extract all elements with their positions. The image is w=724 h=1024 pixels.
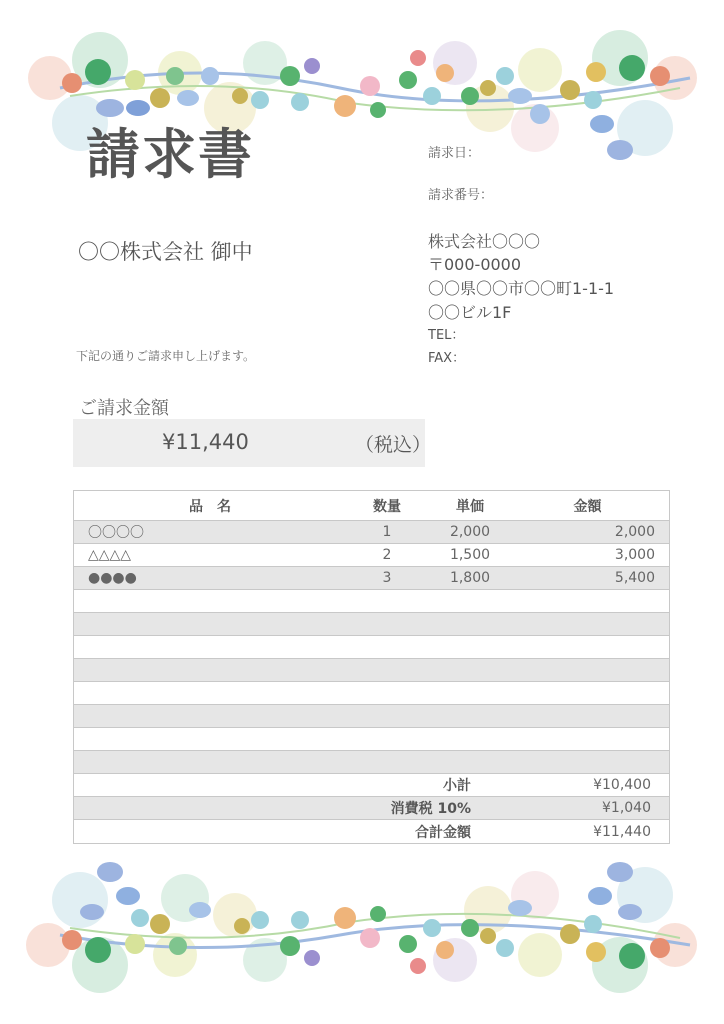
invoice-number-label: 請求番号： [428, 188, 494, 203]
document-title: 請求書 [86, 123, 254, 186]
sender-tel: TEL： [428, 328, 465, 343]
amount-cell: 5,400 [614, 570, 655, 586]
unit-price-cell [420, 659, 520, 681]
item-name-cell: 〇〇〇〇 [88, 525, 144, 541]
amount-cell: 3,000 [614, 547, 655, 563]
table-row [74, 521, 669, 544]
header-amount: 金額 [573, 498, 602, 515]
table-row [74, 613, 669, 636]
unit-price-cell [420, 590, 520, 612]
unit-price-cell: 1,800 [449, 570, 491, 586]
table-row [74, 590, 669, 613]
table-header-row [74, 491, 669, 521]
amount-cell [520, 659, 655, 681]
amount-cell [520, 705, 655, 727]
invoice-note: 下記の通りご請求申し上げます。 [76, 349, 256, 363]
quantity-cell [354, 659, 420, 681]
amount-cell [520, 682, 655, 704]
items-table [73, 490, 670, 844]
unit-price-cell [420, 636, 520, 658]
subtotal-label: 小計 [443, 778, 471, 794]
quantity-cell [354, 636, 420, 658]
sender-postal-code: 〒000-0000 [428, 255, 522, 274]
table-row [74, 682, 669, 705]
amount-cell: 2,000 [614, 524, 655, 540]
unit-price-cell: 2,000 [449, 524, 491, 540]
table-row [74, 728, 669, 751]
amount-cell [520, 636, 655, 658]
quantity-cell [354, 751, 420, 773]
quantity-cell: 1 [382, 524, 392, 540]
amount-value: ¥11,440 [162, 430, 249, 454]
floral-decoration-bottom [0, 850, 724, 1000]
quantity-cell: 2 [382, 547, 392, 563]
quantity-cell [354, 613, 420, 635]
subtotal-row [74, 774, 669, 797]
sender-building: 〇〇ビル1F [428, 303, 512, 322]
item-name-cell: △△△△ [88, 547, 132, 563]
quantity-cell: 3 [382, 570, 392, 586]
table-row [74, 567, 669, 590]
consumption-tax-label: 消費税 10% [390, 801, 471, 817]
recipient-name: 〇〇株式会社 御中 [78, 240, 253, 264]
table-row [74, 751, 669, 774]
unit-price-cell [420, 728, 520, 750]
sender-address: 〇〇県〇〇市〇〇町1-1-1 [428, 279, 615, 298]
invoice-date-label: 請求日： [428, 146, 481, 161]
amount-cell [520, 751, 655, 773]
table-row [74, 636, 669, 659]
amount-label: ご請求金額 [79, 398, 169, 419]
consumption-tax-value: ¥1,040 [602, 800, 651, 816]
quantity-cell [354, 728, 420, 750]
unit-price-cell [420, 705, 520, 727]
total-value: ¥11,440 [593, 823, 651, 840]
unit-price-cell: 1,500 [449, 547, 491, 563]
sender-company: 株式会社〇〇〇 [428, 232, 541, 251]
total-row [74, 820, 669, 843]
item-name-cell: ●●●● [88, 570, 137, 586]
amount-tax-note: （税込） [355, 434, 432, 456]
amount-cell [520, 613, 655, 635]
floral-garland [26, 862, 697, 993]
header-item-name: 品 名 [189, 498, 231, 515]
header-unit-price: 単価 [456, 498, 484, 515]
quantity-cell [354, 590, 420, 612]
quantity-cell [354, 705, 420, 727]
table-row [74, 544, 669, 567]
subtotal-value: ¥10,400 [593, 777, 651, 793]
unit-price-cell [420, 613, 520, 635]
amount-cell [520, 590, 655, 612]
unit-price-cell [420, 751, 520, 773]
table-row [74, 659, 669, 682]
consumption-tax-row [74, 797, 669, 820]
header-quantity: 数量 [373, 498, 401, 515]
unit-price-cell [420, 682, 520, 704]
total-label: 合計金額 [415, 824, 471, 841]
amount-cell [520, 728, 655, 750]
sender-fax: FAX： [428, 351, 466, 366]
table-row [74, 705, 669, 728]
quantity-cell [354, 682, 420, 704]
